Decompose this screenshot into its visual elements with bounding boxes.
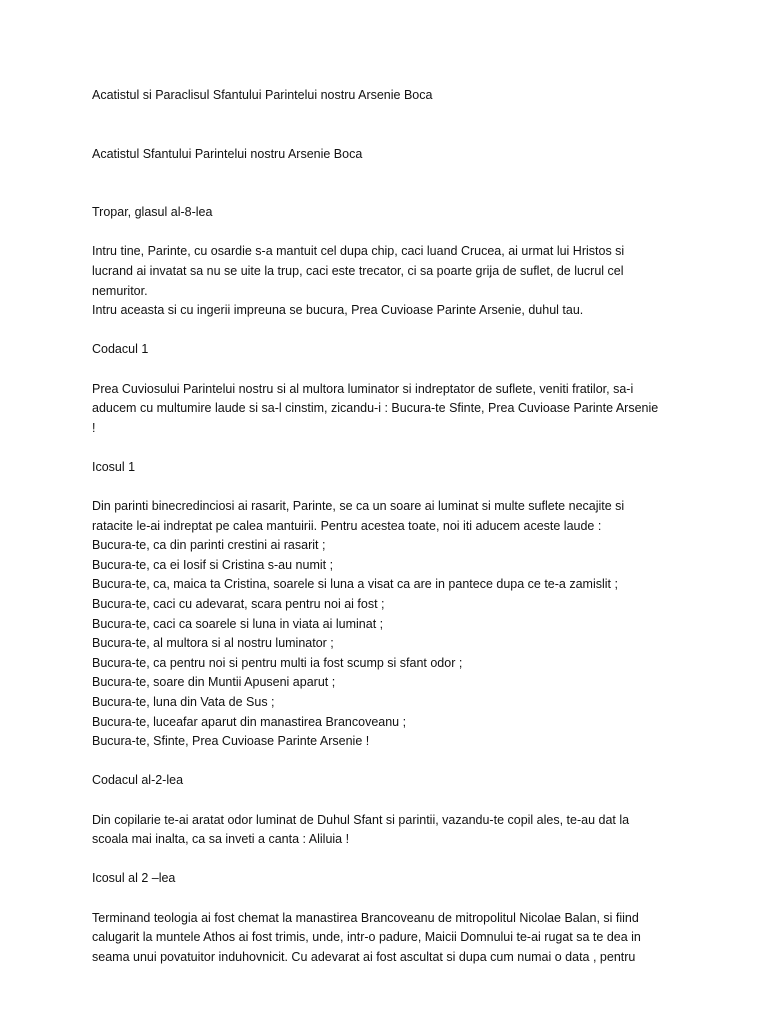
text-line: Bucura-te, luna din Vata de Sus ; (92, 695, 275, 710)
text-line: Din parinti binecredinciosi ai rasarit, Parinte, se ca un soare ai luminat si multe suflete necajite si (92, 499, 625, 514)
text-line: Bucura-te, ca pentru noi si pentru multi ia fost scump si sfant odor ; (92, 655, 463, 670)
text-line: Bucura-te, ca ei Iosif si Cristina s-au numit ; (92, 557, 334, 572)
text-line: nemuritor. (92, 283, 148, 298)
text-line: scoala mai inalta, ca sa inveti a canta : Aliluia ! (92, 832, 350, 847)
text-line: Bucura-te, Sfinte, Prea Cuvioase Parinte Arsenie ! (92, 734, 370, 749)
text-line: Bucura-te, caci cu adevarat, scara pentru noi ai fost ; (92, 597, 385, 612)
section-heading-codacul-2: Codacul al-2-lea (92, 773, 184, 788)
text-line: lucrand ai invatat sa nu se uite la trup, caci este trecator, ci sa poarte grija de suflet, de lucrul cel (92, 263, 624, 278)
text-line: Bucura-te, caci ca soarele si luna in viata ai luminat ; (92, 616, 384, 631)
text-line: Bucura-te, luceafar aparut din manastirea Brancoveanu ; (92, 714, 407, 729)
text-line: Terminand teologia ai fost chemat la manastirea Brancoveanu de mitropolitul Nicolae Balan, si fiind (92, 910, 639, 925)
section-heading-tropar: Tropar, glasul al-8-lea (92, 205, 213, 220)
icosul-1-text (92, 497, 692, 752)
document-page (92, 86, 692, 967)
text-line: Bucura-te, ca din parinti crestini ai rasarit ; (92, 538, 326, 553)
tropar-text (92, 242, 692, 320)
text-line: Prea Cuviosului Parintelui nostru si al multora luminator si indreptator de suflete, veniti fratilor, sa-i (92, 381, 634, 396)
text-line: ratacite le-ai indreptat pe calea mantuirii. Pentru acestea toate, noi iti aducem aceste laude : (92, 518, 602, 533)
text-line: aducem cu multumire laude si sa-l cinstim, zicandu-i : Bucura-te Sfinte, Prea Cuvioase Parinte Arsenie (92, 401, 659, 416)
text-line: Bucura-te, ca, maica ta Cristina, soarele si luna a visat ca are in pantece dupa ce te-a zamislit ; (92, 577, 618, 592)
document-subtitle: Acatistul Sfantului Parintelui nostru Arsenie Boca (92, 146, 363, 161)
text-line: Bucura-te, soare din Muntii Apuseni aparut ; (92, 675, 336, 690)
text-line: seama unui povatuitor induhovnicit. Cu adevarat ai fost ascultat si dupa cum numai o data , pentru (92, 949, 636, 964)
text-line: ! (92, 420, 96, 435)
text-line: calugarit la muntele Athos ai fost trimis, unde, intr-o padure, Maicii Domnului te-ai rugat sa te dea in (92, 930, 641, 945)
text-line: Bucura-te, al multora si al nostru luminator ; (92, 636, 334, 651)
text-line: Intru tine, Parinte, cu osardie s-a mantuit cel dupa chip, caci luand Crucea, ai urmat lui Hristos si (92, 244, 625, 259)
document-title: Acatistul si Paraclisul Sfantului Parintelui nostru Arsenie Boca (92, 88, 433, 102)
text-line: Din copilarie te-ai aratat odor luminat de Duhul Sfant si parintii, vazandu-te copil ales, te-au dat la (92, 812, 630, 827)
section-heading-icosul-2: Icosul al 2 –lea (92, 871, 176, 886)
codacul-1-text (92, 380, 692, 439)
section-heading-codacul-1: Codacul 1 (92, 342, 149, 357)
icosul-2-text (92, 909, 692, 968)
codacul-2-text (92, 811, 692, 850)
section-heading-icosul-1: Icosul 1 (92, 459, 136, 474)
text-line: Intru aceasta si cu ingerii impreuna se bucura, Prea Cuvioase Parinte Arsenie, duhul tau. (92, 303, 584, 318)
